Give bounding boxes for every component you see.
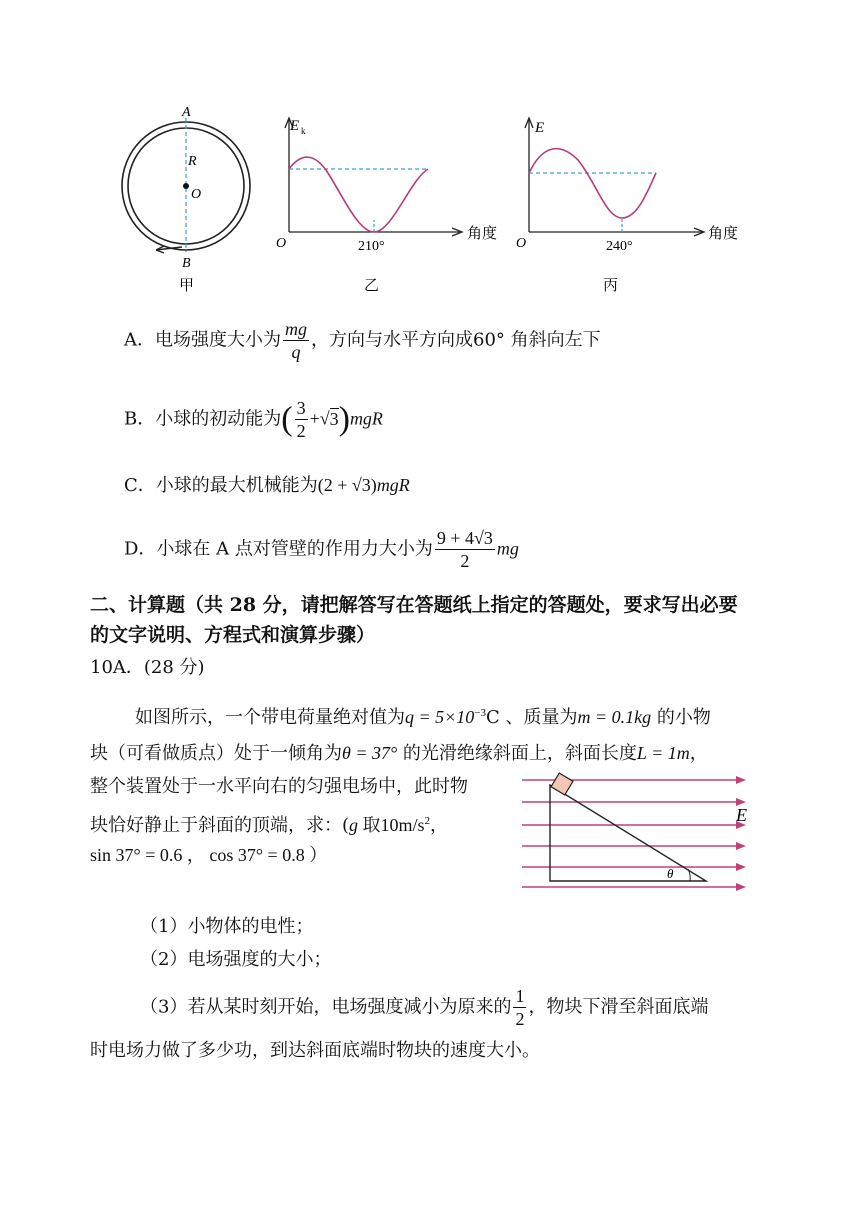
caption-jia: 甲	[179, 276, 195, 294]
option-D-num: 9 + 4√3	[436, 528, 493, 548]
option-D-den: 2	[460, 551, 470, 571]
problem-text: 2	[515, 1009, 525, 1029]
problem-line-3: 整个装置处于一水平向右的匀强电场中，此时物	[90, 776, 468, 797]
formula-m: m = 0.1kg	[577, 707, 652, 727]
problem-text: 如图所示，一个带电荷量绝对值为	[135, 707, 405, 728]
option-A-suffix: ，方向与水平方向成60° 角斜向左下	[311, 329, 601, 351]
option-B-num: 3	[296, 398, 306, 418]
option-A	[124, 318, 601, 363]
option-D-suffix: mg	[496, 538, 519, 559]
tick-240: 240°	[606, 239, 633, 254]
option-D	[124, 527, 519, 572]
section-heading-line1: 二、计算题（共 28 分，请把解答写在答题纸上指定的答题处，要求写出必要	[90, 594, 738, 616]
problem-text: 的小物	[651, 707, 711, 728]
label-O: O	[191, 187, 202, 202]
problem-text: ，物块下滑至斜面底端	[528, 996, 709, 1018]
incline-figure	[518, 770, 768, 895]
option-A-num: mg	[285, 319, 307, 339]
option-B-den: 2	[296, 421, 306, 441]
option-C-suffix: mgR	[376, 475, 410, 495]
origin-O-2: O	[516, 236, 527, 251]
formula-q-exp: −3	[474, 707, 487, 719]
option-C-expr: (2 + √3)	[317, 475, 377, 495]
question-3-cont: 时电场力做了多少功，到达斜面底端时物块的速度大小。	[90, 1040, 540, 1061]
problem-text: 的光滑绝缘斜面上，斜面长度	[397, 743, 637, 764]
axis-label-E: E	[535, 120, 545, 136]
problem-text: 2	[424, 815, 431, 827]
origin-O: O	[276, 236, 287, 251]
problem-line-4	[90, 808, 448, 839]
label-B: B	[182, 256, 191, 271]
section-heading	[90, 590, 780, 650]
angle-label-theta: θ	[667, 866, 674, 881]
question-3	[140, 985, 708, 1030]
problem-line-1	[135, 700, 711, 731]
caption-bing: 丙	[603, 276, 619, 294]
axis-label-angle: 角度	[467, 224, 498, 242]
formula-L: L = 1m	[636, 743, 690, 763]
option-A-fraction	[283, 318, 309, 363]
section-heading-line2: 的文字说明、方程式和演算步骤）	[90, 624, 376, 646]
problem-text: 块（可看做质点）处于一倾角为	[90, 743, 342, 764]
option-C	[124, 473, 410, 498]
figure-yi	[270, 110, 510, 300]
axis-label-Ek: E	[290, 118, 300, 134]
problem-text: ，	[689, 743, 708, 764]
problem-line-2	[90, 740, 708, 767]
problem-number: 10A．(28 分)	[90, 657, 205, 678]
caption-yi: 乙	[364, 276, 380, 294]
option-A-den: q	[291, 342, 301, 362]
option-B-fraction	[295, 397, 308, 442]
option-C-prefix: C．小球的最大机械能为	[124, 475, 318, 496]
option-B-root: 3	[329, 408, 339, 429]
option-B-suffix: mgR	[349, 408, 383, 429]
axis-sub-k: k	[301, 126, 306, 136]
option-A-prefix: A．电场强度大小为	[124, 329, 281, 351]
question-3-fraction	[513, 985, 526, 1030]
option-D-fraction	[435, 527, 495, 572]
field-label-E: E	[736, 805, 747, 825]
problem-text: ，	[430, 815, 449, 836]
problem-text: 块恰好静止于斜面的顶端，求：(	[90, 815, 350, 836]
problem-text: 取10m/s	[358, 815, 425, 835]
formula-q: q = 5×10	[405, 707, 475, 727]
label-A: A	[182, 105, 191, 120]
problem-text: （3）若从某时刻开始，电场强度减小为原来的	[140, 996, 512, 1018]
option-B: B．小球的初动能为( $\frac{3}{2}$ +√3)mgR	[124, 398, 383, 441]
label-R: R	[188, 154, 197, 169]
option-B-plus: +	[309, 408, 320, 429]
option-B-prefix: B．小球的初动能为	[124, 408, 282, 430]
figure-jia	[110, 100, 270, 300]
option-D-prefix: D．小球在 A 点对管壁的作用力大小为	[124, 538, 433, 560]
problem-text: 1	[515, 986, 525, 1006]
figure-bing	[510, 110, 770, 300]
tick-210: 210°	[358, 239, 385, 254]
question-2: （2）电场强度的大小；	[140, 949, 332, 970]
formula-theta: θ = 37°	[342, 743, 398, 763]
question-1: （1）小物体的电性；	[140, 916, 314, 937]
problem-text: C 、质量为	[486, 707, 578, 728]
formula-g: g	[349, 815, 359, 835]
axis-label-angle-2: 角度	[708, 224, 739, 242]
problem-line-5: sin 37° = 0.6 ， cos 37° = 0.8 ）	[90, 845, 328, 865]
